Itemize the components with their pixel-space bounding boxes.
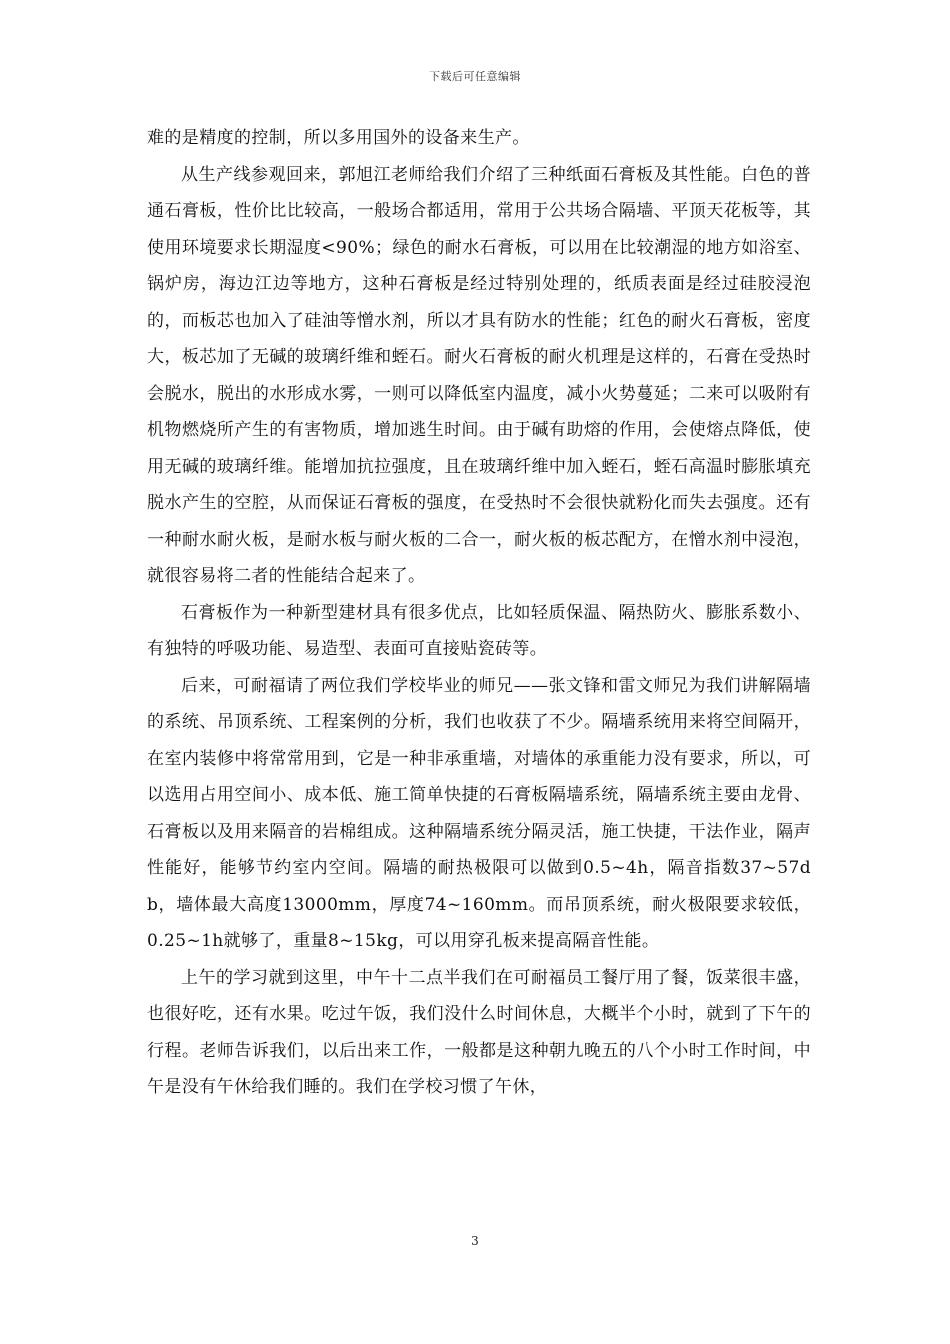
paragraph: 上午的学习就到这里，中午十二点半我们在可耐福员工餐厅用了餐，饭菜很丰盛，也很好吃，还有水果。吃过午饭，我们没什么时间休息，大概半个小时，就到了下午的行程。老师告诉我们，以后出来工作，一般都是这种朝九晚五的八个小时工作时间，中午是没有午休给我们睡的。我们在学校习惯了午休， [147, 967, 811, 1097]
page-number: 3 [471, 1234, 479, 1248]
paragraph: 后来，可耐福请了两位我们学校毕业的师兄——张文锋和雷文师兄为我们讲解隔墙的系统、吊顶系统、工程案例的分析，我们也收获了不少。隔墙系统用来将空间隔开，在室内装修中将常常用到，它是一种非承重墙，对墙体的承重能力没有要求，所以，可以选用占用空间小、成本低、施工简单快捷的石膏板隔墙系统，隔墙系统主要由龙骨、石膏板以及用来隔音的岩棉组成。这种隔墙系统分隔灵活，施工快捷，干法作业，隔声性能好，能够节约室内空间。隔墙的耐热极限可以做到0.5~4h，隔音指数37~57db，墙体最大高度13000mm，厚度74~160mm。而吊顶系统，耐火极限要求较低，0.25~1h就够了，重量8~15kg，可以用穿孔板来提高隔音性能。 [147, 675, 811, 951]
paragraph: 石膏板作为一种新型建材具有很多优点，比如轻质保温、隔热防火、膨胀系数小、有独特的呼吸功能、易造型、表面可直接贴瓷砖等。 [147, 602, 811, 659]
paragraph: 从生产线参观回来，郭旭江老师给我们介绍了三种纸面石膏板及其性能。白色的普通石膏板，性价比比较高，一般场合都适用，常用于公共场合隔墙、平顶天花板等，其使用环境要求长期湿度<90%；绿色的耐水石膏板，可以用在比较潮湿的地方如浴室、锅炉房，海边江边等地方，这种石膏板是经过特别处理的，纸质表面是经过硅胶浸泡的，而板芯也加入了硅油等憎水剂，所以才具有防水的性能；红色的耐火石膏板，密度大，板芯加了无碱的玻璃纤维和蛭石。耐火石膏板的耐火机理是这样的，石膏在受热时会脱水，脱出的水形成水雾，一则可以降低室内温度，减小火势蔓延；二来可以吸附有机物燃烧所产生的有害物质，增加逃生时间。由于碱有助熔的作用，会使熔点降低，使用无碱的玻璃纤维。能增加抗拉强度，且在玻璃纤维中加入蛭石，蛭石高温时膨胀填充脱水产生的空腔，从而保证石膏板的强度，在受热时不会很快就粉化而失去强度。还有一种耐水耐火板，是耐水板与耐火板的二合一，耐火板的板芯配方，在憎水剂中浸泡，就很容易将二者的性能结合起来了。 [147, 164, 811, 586]
page-header: 下载后可任意编辑 [429, 70, 521, 83]
document-body [147, 120, 811, 1106]
paragraph: 难的是精度的控制，所以多用国外的设备来生产。 [147, 128, 530, 148]
